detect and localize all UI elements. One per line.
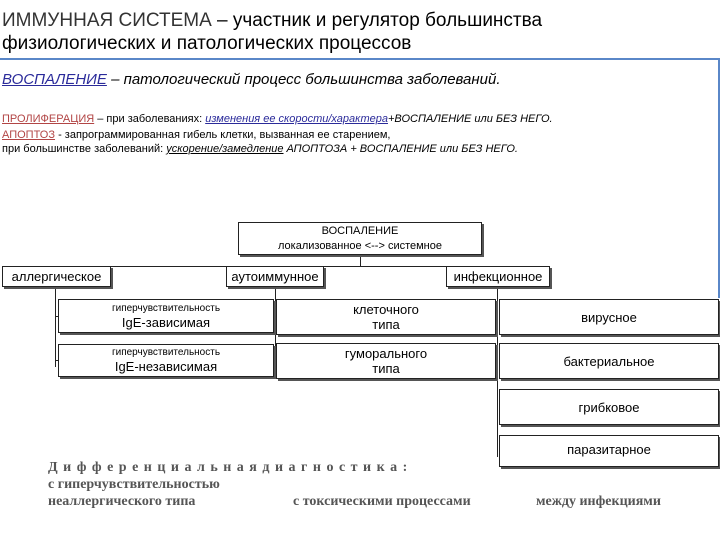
box-inflammation: [238, 222, 482, 255]
hyper1-line2: IgE-зависимая: [121, 314, 211, 330]
box-hypersensitivity-ige-independent: [58, 344, 274, 377]
inflammation-root-title: ВОСПАЛЕНИЕ: [321, 224, 399, 237]
title-line-1-rest: – участник и регулятор большинства: [211, 10, 543, 31]
hyper1-line1: гиперчувствительность: [111, 302, 221, 314]
box-parasitic: [499, 435, 719, 467]
diagnostics-col-1: неаллергического типа: [48, 494, 196, 509]
bacterial-label: бактериальное: [563, 353, 655, 369]
box-autoimmune: [226, 266, 324, 287]
box-fungal: [499, 389, 719, 425]
proliferation-text-a: – при заболеваниях:: [94, 113, 206, 125]
box-viral: [499, 299, 719, 335]
inflammation-root-subtitle: локализованное <--> системное: [278, 239, 442, 252]
proliferation-term: ПРОЛИФЕРАЦИЯ: [2, 113, 95, 125]
apoptosis-line-2: [2, 143, 518, 155]
title-line-1: [2, 10, 542, 32]
apoptosis-line2-a: при большинстве заболеваний:: [2, 143, 167, 155]
humoral-line2: типа: [372, 361, 400, 376]
diagnostics-line-2: с гиперчувствительностью: [48, 477, 220, 492]
box-cellular-type: [276, 299, 496, 335]
fungal-label: грибковое: [578, 399, 640, 415]
parasitic-label: паразитарное: [567, 442, 651, 457]
box-hypersensitivity-ige-dependent: [58, 299, 274, 333]
hyper2-line2: IgE-независимая: [114, 359, 218, 374]
inflammation-term: ВОСПАЛЕНИЕ: [2, 71, 107, 88]
cellular-line2: типа: [372, 317, 400, 332]
apoptosis-definition: [2, 129, 390, 141]
diagnostics-col-3: между инфекциями: [536, 494, 661, 509]
infectious-label: инфекционное: [453, 269, 543, 284]
apoptosis-text: - запрограммированная гибель клетки, вызванная ее старением,: [55, 129, 391, 141]
box-allergic: [2, 266, 111, 287]
proliferation-link: изменения ее скорости/характера: [205, 113, 388, 125]
allergic-label: аллергическое: [11, 269, 102, 284]
apoptosis-term: АПОПТОЗ: [2, 129, 56, 141]
allergic-stem: [55, 287, 56, 367]
diagnostics-col-2: с токсическими процессами: [293, 494, 471, 509]
autoimmune-label: аутоиммунное: [231, 269, 319, 284]
inflammation-definition: [2, 71, 501, 88]
apoptosis-line2-b: АПОПТОЗА + ВОСПАЛЕНИЕ или БЕЗ НЕГО.: [283, 143, 518, 155]
inflammation-text: – патологический процесс большинства заболеваний.: [106, 71, 501, 88]
title-immune-system: ИММУННАЯ СИСТЕМА: [2, 10, 212, 31]
humoral-line1: гуморального: [344, 346, 428, 361]
title-line-2: физиологических и патологических процессов: [2, 33, 412, 54]
hyper2-line1: гиперчувствительность: [111, 347, 221, 358]
box-bacterial: [499, 343, 719, 379]
proliferation-definition: [2, 113, 553, 125]
top-rule: [0, 58, 720, 60]
infectious-stem: [497, 287, 498, 457]
apoptosis-line2-link: ускорение/замедление: [166, 143, 284, 155]
box-infectious: [446, 266, 550, 287]
root-connector: [360, 255, 361, 266]
proliferation-text-b: +ВОСПАЛЕНИЕ или БЕЗ НЕГО.: [387, 113, 553, 125]
cellular-line1: клеточного: [353, 302, 419, 317]
box-humoral-type: [276, 343, 496, 379]
viral-label: вирусное: [581, 309, 637, 325]
diagnostics-heading: Д и ф ф е р е н ц и а л ь н а я д и а г н о с т и к а :: [48, 460, 409, 475]
